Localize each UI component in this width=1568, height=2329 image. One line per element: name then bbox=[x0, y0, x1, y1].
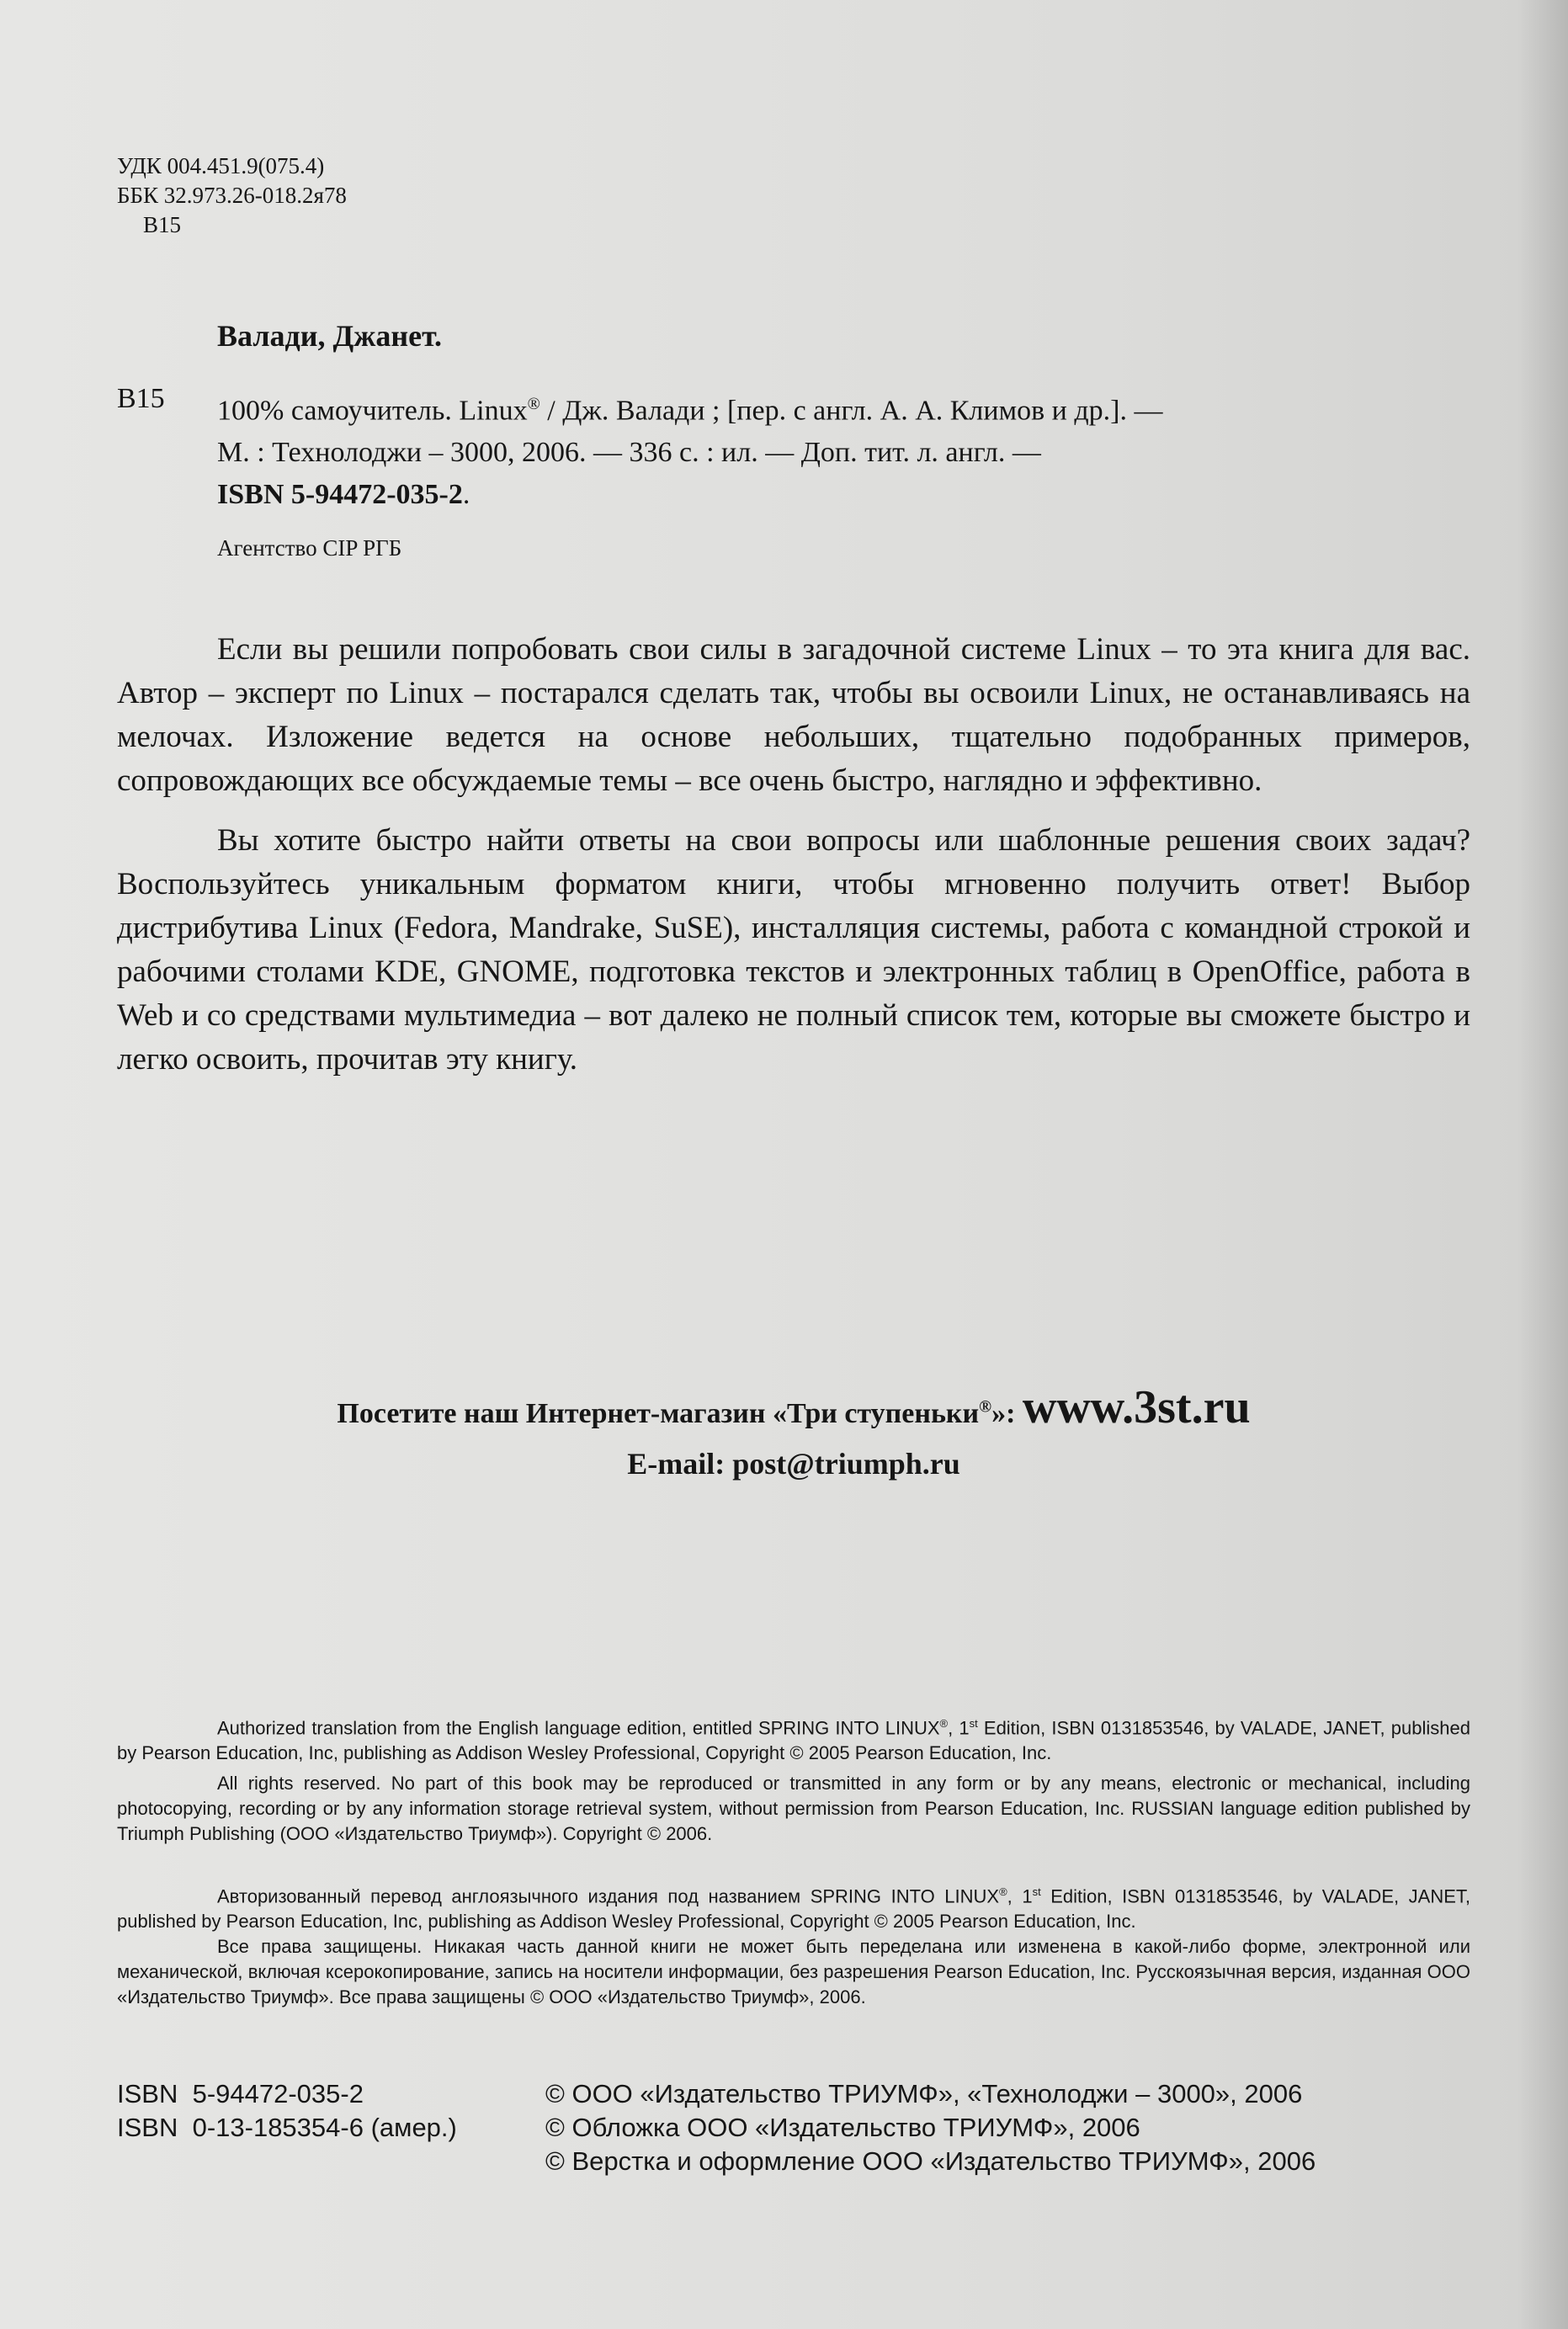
english-notice-ordinal: st bbox=[969, 1717, 978, 1730]
catalog-codes bbox=[117, 152, 347, 240]
english-notice-paragraph-2: All rights reserved. No part of this book may be reproduced or transmitted in any form or by any means, electronic or mechanical, including photocopying, recording or by any information storage retrieval system, without permission from Pearson Education, Inc. RUSSIAN language edition published by Triumph Publishing (ООО «Издательство Триумф»). Copyright © 2006. bbox=[117, 1773, 1470, 1845]
russian-notice-text-a: Авторизованный перевод англоязычного издания под названием SPRING INTO LINUX bbox=[217, 1885, 1000, 1907]
isbn-list bbox=[117, 2077, 457, 2145]
author-mark: В15 bbox=[143, 212, 182, 237]
abstract bbox=[117, 628, 1470, 1082]
page-edge-shadow bbox=[1518, 0, 1568, 2329]
copyright-line-1: © ООО «Издательство ТРИУМФ», «Технолоджи – 3000», 2006 bbox=[545, 2079, 1303, 2108]
promo-registered-mark: ® bbox=[979, 1397, 992, 1417]
russian-notice-paragraph-2: Все права защищены. Никакая часть данной книги не может быть переделана или изменена в какой-либо форме, электронной или механической, включая ксерокопирование, запись на носители информации, без разрешения Pearson Education, Inc. Русскоязычная версия, изданная ООО «Издательство Триумф». Все права защищены © ООО «Издательство Триумф», 2006. bbox=[117, 1936, 1470, 2008]
russian-notice-ordinal: st bbox=[1032, 1885, 1041, 1898]
russian-notice-paragraph-1 bbox=[117, 1880, 1470, 1934]
copyright-line-3: © Верстка и оформление ООО «Издательство ТРИУМФ», 2006 bbox=[545, 2146, 1316, 2176]
english-notice-text-b: , 1 bbox=[948, 1717, 970, 1739]
author-heading: Валади, Джанет. bbox=[217, 319, 443, 353]
promo-text: Посетите наш Интернет-магазин «Три ступеньки bbox=[337, 1398, 980, 1429]
contact-email: E-mail: post@triumph.ru bbox=[627, 1447, 960, 1481]
bibliographic-entry bbox=[217, 383, 1463, 516]
english-notice-text-c: Edition, ISBN 0131853546, by VALADE, JANET, published by Pearson Education, Inc, publishing as Addison Wesley Professional, Copyright © 2005 Pearson Education, Inc. bbox=[117, 1717, 1470, 1764]
entry-isbn: ISBN 5-94472-035-2 bbox=[217, 479, 463, 511]
promo-text-end: »: bbox=[991, 1398, 1023, 1429]
russian-rights-notice bbox=[117, 1880, 1470, 2010]
entry-title: 100% самоучитель. Linux bbox=[217, 395, 528, 427]
entry-code: В15 bbox=[117, 383, 165, 414]
agency-line: Агентство CIP РГБ bbox=[217, 535, 402, 561]
udk-code: УДК 004.451.9(075.4) bbox=[117, 153, 325, 178]
store-url: www.3st.ru bbox=[1022, 1381, 1251, 1433]
abstract-paragraph-1: Если вы решили попробовать свои силы в загадочной системе Linux – то эта книга для вас. Автор – эксперт по Linux – постарался сделать так, чтобы вы освоили Linux, не останавливаясь на мелочах. Изложение ведется на основе небольших, тщательно подобранных примеров, сопровождающих все обсуждаемые темы – все очень быстро, наглядно и эффективно. bbox=[117, 632, 1470, 798]
copyright-list bbox=[545, 2077, 1316, 2178]
entry-responsibility: / Дж. Валади ; [пер. с англ. А. А. Климов и др.]. — bbox=[539, 395, 1163, 427]
russian-notice-reg: ® bbox=[999, 1885, 1007, 1898]
copyright-line-2: © Обложка ООО «Издательство ТРИУМФ», 2006 bbox=[545, 2113, 1140, 2142]
bbk-code: ББК 32.973.26-018.2я78 bbox=[117, 183, 347, 208]
isbn-american: ISBN 0-13-185354-6 (амер.) bbox=[117, 2113, 457, 2142]
store-promo bbox=[117, 1380, 1470, 1434]
english-notice-text-a: Authorized translation from the English language edition, entitled SPRING INTO LINUX bbox=[217, 1717, 940, 1739]
registered-mark: ® bbox=[527, 395, 540, 413]
russian-notice-text-c: Edition, ISBN 0131853546, by VALADE, JANET, published by Pearson Education, Inc, publishing as Addison Wesley Professional, Copyright © 2005 Pearson Education, Inc. bbox=[117, 1885, 1470, 1933]
entry-line-1 bbox=[217, 383, 1463, 432]
russian-notice-text-b: , 1 bbox=[1007, 1885, 1033, 1907]
english-notice-paragraph-1 bbox=[117, 1711, 1470, 1766]
english-rights-notice bbox=[117, 1711, 1470, 1847]
entry-line-2: М. : Технолоджи – 3000, 2006. — 336 с. : ил. — Доп. тит. л. англ. — bbox=[217, 437, 1041, 469]
isbn-russian: ISBN 5-94472-035-2 bbox=[117, 2079, 364, 2108]
english-notice-reg: ® bbox=[939, 1717, 949, 1730]
entry-isbn-period: . bbox=[462, 479, 470, 511]
abstract-paragraph-2: Вы хотите быстро найти ответы на свои вопросы или шаблонные решения своих задач? Воспользуйтесь уникальным форматом книги, чтобы мгновенно получить ответ! Выбор дистрибутива Linux (Fedora, Mandrake, SuSE), инсталляция системы, работа с командной строкой и рабочими столами KDE, GNOME, подготовка текстов и электронных таблиц в OpenOffice, работа в Web и со средствами мультимедиа – вот далеко не полный список тем, которые вы сможете быстро и легко освоить, прочитав эту книгу. bbox=[117, 823, 1470, 1077]
entry-line-3 bbox=[217, 474, 1463, 516]
